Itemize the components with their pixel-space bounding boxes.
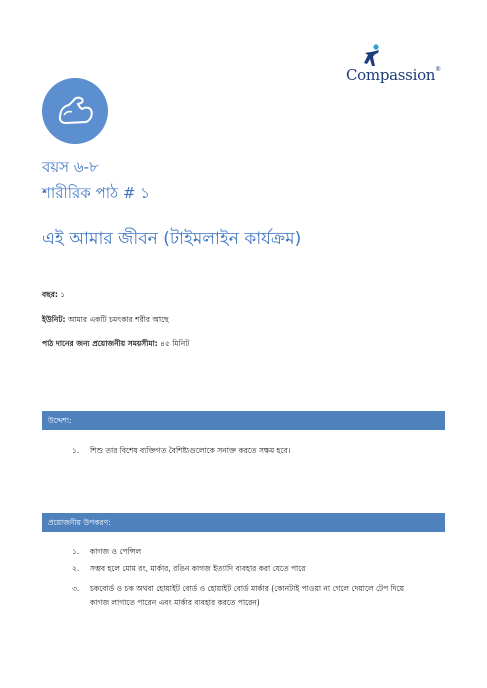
lesson-badge [42, 78, 108, 144]
meta-time-label: পাঠ দানের জন্য প্রয়োজনীয় সময়সীমা: [42, 339, 158, 348]
meta-year-label: বছর: [42, 290, 58, 299]
compassion-figure-icon [362, 44, 382, 68]
meta-unit [42, 315, 169, 327]
list-item-number: ১. [72, 547, 80, 556]
lesson-number: শারীরিক পাঠ # ১ [42, 184, 150, 202]
list-item-number: ২. [72, 564, 80, 573]
meta-unit-label: ইউনিট: [42, 315, 66, 324]
list-item-text: শিশু তার বিশেষ ব্যক্তিগত বৈশিষ্ট্যগুলোকে সনাক্ত করতে সক্ষম হবে। [90, 446, 291, 455]
meta-year-value: ১ [60, 290, 66, 299]
list-item [72, 582, 432, 612]
list-item-number: ৩. [72, 584, 80, 593]
compassion-logo [346, 44, 446, 88]
logo-wordmark: Compassion® [346, 66, 441, 84]
list-item-text: কাগজ ও পেন্সিল [90, 547, 142, 556]
meta-time-value: ৪৫ মিনিট [160, 339, 190, 348]
list-item-text: সম্ভব হলে মোম রং, মার্কার, রঙিন কাগজ ইত্যাদি ব্যবহার করা যেতে পারে [90, 564, 306, 573]
materials-heading: প্রয়োজনীয় উপকরণ: [42, 513, 445, 532]
list-item-text: চকবোর্ড ও চক অথবা হোয়াইট বোর্ড ও হোয়াইট বোর্ড মার্কার (কোনটাই পাওয়া না গেলে দেয়ালে টেপ দিয়ে কাগজ লাগাতে পারেন এবং মার্কার ব্যবহার করতে পারেন) [90, 584, 405, 607]
meta-year [42, 290, 65, 302]
page-title: এই আমার জীবন (টাইমলাইন কার্যক্রম) [42, 229, 302, 249]
meta-unit-value: আমার একটি চমৎকার শরীর আছে [67, 315, 169, 324]
objective-heading: উদ্দেশ্য: [42, 411, 445, 430]
list-item-number: ১. [72, 446, 80, 455]
age-range: বয়স ৬-৮ [42, 158, 99, 176]
meta-time [42, 339, 189, 351]
flexed-arm-icon [52, 88, 98, 134]
